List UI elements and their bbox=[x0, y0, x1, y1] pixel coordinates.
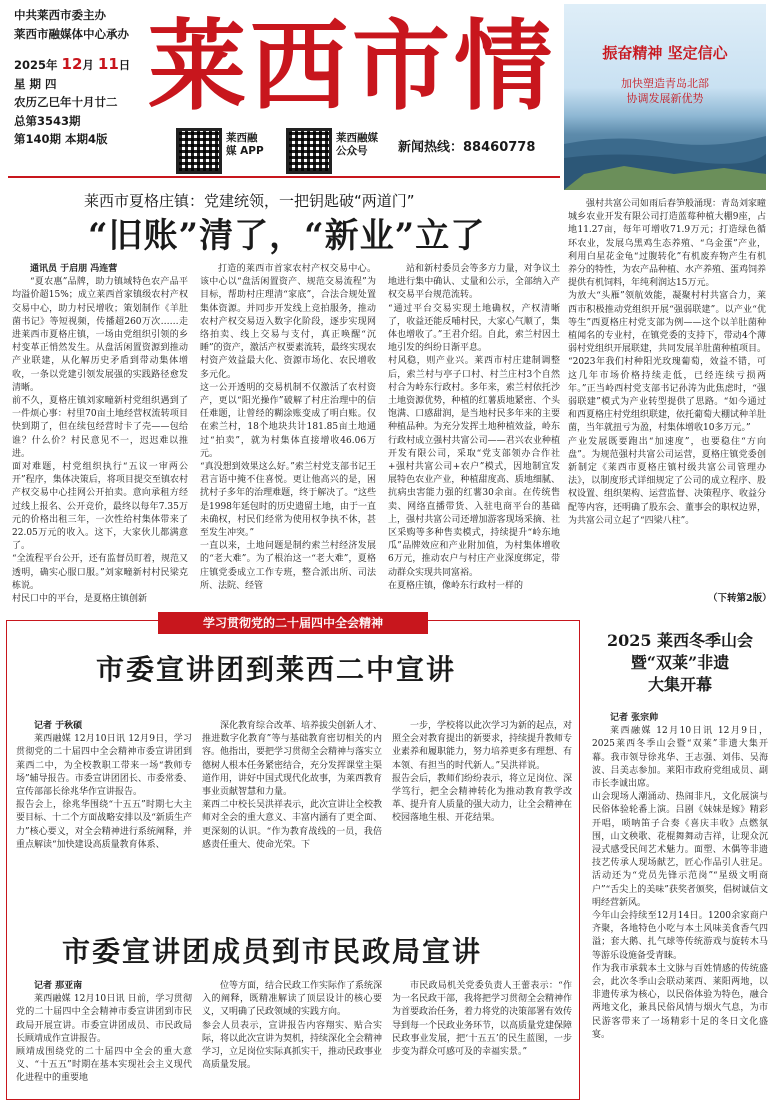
section-tag: 学习贯彻党的二十届四中全会精神 bbox=[158, 612, 428, 634]
lead-column-4: 强村共富公司如雨后春笋般涌现：青岛刘家曈城乡农业开发有限公司打造蓝莓种植大棚9座，占地11.27亩，每年可增收71.9万元；打造绿色循环农业，发展乌黑鸡生态养殖、“乌金蛋”产业，利用白星花金龟“过腹转化”有机废弃物产生有机养分的特性，为农产品种植、水产养殖、蛋鸡饲养提供有机饲料，年纯利润达15万元。 为放大“头雁”领航效能，凝聚村村共富合力，莱西市积极推动党组织开展“强弱联建”。以产业“优等生”西夏格庄村党支部为例——这个以羊肚菌种植闻名的专业村，在镇党委的支持下，带动4个薄弱村党组织开展联建，共同发展羊肚菌种植项目。 “2023年我们村种阳光玫瑰葡萄，效益不错，可这几年市场价格持续走低，已经连续亏损两年。”正当岭西村党支部书记孙涛为此焦虑时，“强弱联建”模式为产业转型提供了思路。“如今通过和西夏格庄村党组织联建，依托葡萄大棚试种羊肚菌，当年就扭亏为盈，村集体增收10多万元。” 产业发展既要跑出“加速度”，也要稳住“方向盘”。为规范强村共富公司运营，夏格庄镇党委创新制定《莱西市夏格庄镇村级共富公司管理办法》，以制度形式详细规定了公司的成立程序、股权设置、组织架构、运营监督、决策程序、收益分配等内容，还明确了股东会、董事会的职权边界，为共富公司立起了“四梁八柱”。 bbox=[568, 199, 766, 526]
lead-col1-text: “夏农惠”品牌，助力镇域特色农产品平均溢价超15%；成立莱西首家镇级农村产权交易中心，助力村民增收；策划制作《羊肚菌书记》等短视频，传播超260万次……走进莱西市夏格庄镇，一场由党组织引领的乡村变革正悄然发生。从盘活闲置资源到推动产业联建，从化解历史矛盾到带动集体增收，一条以党建引领发展强的实践路径愈发清晰。 前不久，夏格庄镇刘家疃新村党组织遇到了一件烦心事：村里70亩土地经营权流转项目快到期了，但在续包经营时卡了壳——包给谁？什么价？村民意见不一，迟迟难以推进。 面对难题，村党组织执行“五议一审两公开”程序，集体决策后，将项目提交至镇农村产权交易中心挂网公开拍卖。意向承租方经过线上报名、公开竞价，最终以每年7.35万元的价格出租三年，一次性给村集体带来了22.05万元的收入。这下，大家伙儿都满意了。 “全流程平台公开，还有监督员盯着，规范又透明，确实心服口服。”刘家疃新村村民梁克栋说。 村民口中的平台，是夏格庄镇创新 bbox=[12, 277, 188, 605]
weekday: 星 期 四 bbox=[14, 76, 57, 91]
lead-column-1 bbox=[12, 263, 188, 605]
slogan-banner bbox=[564, 4, 766, 190]
wechat-qr-label: 莱西融媒 公众号 bbox=[336, 132, 378, 157]
issue-date: 2025年 12月 11日 bbox=[14, 55, 131, 73]
side-story-headline: 2025 莱西冬季山会 暨“双莱”非遗 大集开幕 bbox=[606, 631, 754, 694]
story3-byline: 记者 那亚南 bbox=[34, 981, 83, 991]
wechat-qr-code[interactable] bbox=[286, 128, 332, 174]
story2-byline: 记者 于秋硕 bbox=[34, 721, 83, 731]
story2-column-1: 记者 于秋硕 莱西融媒 12月10日讯 12月9日，学习贯彻党的二十届四中全会精神市委宣讲团到莱西二中，为全校教职工带来一场“教师专场”辅导报告。市委宣讲团团长、市委常委、宣传部部长徐兆华作宣讲报告。 报告会上，徐兆华围绕“十五五”时期七大主要目标、十二个方面战略安排以及“新质生产力”核心要义，对全会精神进行系统阐释，并重点解读“加快建设高质量教育体系、 bbox=[16, 721, 192, 850]
total-issue: 总第3543期 bbox=[14, 113, 81, 128]
coastline-illustration bbox=[564, 114, 766, 190]
lead-byline: 通讯员 于启朋 冯连营 bbox=[30, 264, 118, 274]
story2-headline: 市委宣讲团到莱西二中宣讲 bbox=[96, 653, 457, 686]
banner-subtext: 加快塑造青岛北部 协调发展新优势 bbox=[621, 77, 709, 105]
news-hotline: 新闻热线：88460778 bbox=[398, 140, 536, 155]
sponsor-line-2: 莱西市融媒体中心承办 bbox=[14, 26, 129, 41]
lead-column-3: 站和新村委员会等多方力量，对争议土地进行集中确认、丈量和公示，全部纳入产权交易平台规范流转。 “通过平台交易实现土地确权，产权清晰了，收益还能反哺村民，大家心气顺了，集体也增收了。”王君介绍。自此，索兰村因土地引发的纠纷日渐平息。 村风稳，则产业兴。莱西市村庄建制调整后，索兰村与亭子口村、村兰庄村3个自然村合为岭东行政村。多年来，索兰村依托沙土地资源优势，种植的红薯质地紧密、个头饱满、口感甜润，是当地村民多年来的主要种植品种。为充分发挥土地种植效益，岭东行政村成立强村共富公司——君兴农业种植开发有限公司，采取“党支部领办合作社+强村共富公司+农户”模式，因地制宜发展特色农业产业，种植甜度高、质地细腻、抗病虫害能力强的红薯30余亩。在传统售卖、网络直播带货、入驻电商平台的基础上，强村共富公司还增加游客现场采摘、社区采购等多种售卖模式，持续提升“岭东地瓜”品牌效应和产业附加值，为村集体增收6万元，推动农户与村庄产业深度绑定，带动群众实现共同富裕。 在夏格庄镇，像岭东行政村一样的 bbox=[388, 264, 560, 591]
story3-headline: 市委宣讲团成员到市民政局宣讲 bbox=[62, 935, 483, 968]
continued-note: （下转第2版） bbox=[708, 593, 772, 604]
lunar-date: 农历乙巳年十月廿二 bbox=[14, 95, 118, 109]
lead-kicker: 莱西市夏格庄镇：党建统领，一把钥匙破“两道门” bbox=[84, 192, 415, 210]
side-story-byline: 记者 张宗帅 bbox=[610, 713, 659, 723]
app-qr-code[interactable] bbox=[176, 128, 222, 174]
header-divider bbox=[8, 176, 560, 178]
masthead-logo bbox=[142, 2, 562, 127]
story3-column-3: 市民政局机关党委负责人王蕾表示：“作为一名民政干部，我将把学习贯彻全会精神作为首要政治任务，着力将党的决策部署有效传导到每一个民政业务环节，以高质量党建保障民政事业发展，把‘十五五’的民生蓝图，一步步变为群众可感可及的幸福实景。” bbox=[392, 981, 572, 1058]
masthead-info bbox=[14, 6, 144, 149]
issue-info: 第140期 本期4版 bbox=[14, 132, 108, 146]
story2-column-2: 深化教育综合改革、培养拔尖创新人才、推进数字化教育”等与基础教育密切相关的内容。他指出，要把学习贯彻全会精神与落实立德树人根本任务紧密结合，充分发挥课堂主渠道作用，讲好中国式现代化故事，为莱西教育事业贡献智慧和力量。 莱西二中校长吴洪祥表示，此次宣讲让全校教师对全会的重大意义、丰富内涵有了更全面、更深刻的认识。“作为教育战线的一员，我倍感责任重大、使命光荣。下 bbox=[202, 721, 382, 850]
lead-column-2: 打造的莱西市首家农村产权交易中心。该中心以“盘活闲置资产、规范交易流程”为目标，帮助村庄理清“家底”，合法合规处置集体资源。并同步开发线上竞拍服务，推动农村产权交易迈入数字化阶段，逐步实现网络拍卖、线上交易与支付，真正唤醒“沉睡”的资产，激活产权要素流转，最终实现农村资产效益最大化、资源市场化、农民增收多元化。 这一公开透明的交易机制不仅激活了农村资产，更以“阳光操作”破解了村庄治理中的信任难题，让曾经的糊涂账变成了明白账。仅在索兰村，18个地块共计181.85亩土地通过“拍卖”，就为村集体直接增收46.06万元。 “真没想到效果这么好。”索兰村党支部书记王君言语中掩不住喜悦。更让他高兴的是，困扰村子多年的治理难题，终于解决了。“这些是1998年延包时的历史遗留土地，由于一直未确权，村民们经常为使用权争执不休，甚至发生冲突。” 一直以来，土地问题是制约索兰村经济发展的“老大难”。为了根治这一“老大难”，夏格庄镇党委成立工作专班，整合派出所、司法所、法院、经管 bbox=[200, 264, 376, 591]
masthead-title: 莱西市情 bbox=[147, 9, 557, 124]
story2-column-3: 一步，学校将以此次学习为新的起点，对照全会对教育提出的新要求，持续提升教师专业素养和履职能力，努力培养更多有理想、有本领、有担当的时代新人。”吴洪祥说。 报告会后，教师们纷纷表示，将立足岗位、深学笃行，把全会精神转化为推动教育教学改革、提升育人质量的强大动力，让全会精神在校园落地生根、开花结果。 bbox=[392, 721, 572, 824]
story3-column-1: 记者 那亚南 莱西融媒 12月10日讯 日前，学习贯彻党的二十届四中全会精神市委宣讲团到市民政局开展宣讲。市委宣讲团成员、市民政局长顾靖成作宣讲报告。 顾靖成围绕党的二十届四中全会的重大意义、“十五五”时期在基本实现社会主义现代化进程中的重要地 bbox=[16, 981, 192, 1084]
app-qr-label: 莱西融媒 APP bbox=[226, 132, 264, 157]
side-story-column: 记者 张宗帅 莱西融媒 12月10日讯 12月9日，2025莱西冬季山会暨“双莱”非遗大集开幕。我市领导徐兆华、王志强、刘伟、吴海波、吕美志参加。莱阳市政府党组成员、副市长李诚出席。 山会现场人潮涌动、热闹非凡，文化展演与民俗体验轮番上演。吕剧《妹妹是嫁》精彩开唱，唢呐笛子合奏《喜庆丰收》点燃氛围，山文秧歌、花棍舞舞动吉祥，让现众沉浸式感受民间艺术魅力。面塑、木偶等非遗技艺传承人现场献艺，匠心作品引人驻足。活动还为“党员先锋示范岗”“星级文明商户”“舌尖上的美味”获奖者颁奖，倡树诚信文明经营新风。 今年山会持续至12月14日。1200余家商户齐聚，各地特色小吃与本土风味美食香气四溢；套大鹅、扎气球等传统游戏与旋转木马等游乐设施备受青睐。 作为我市承载本土文脉与百姓情感的传统盛会，此次冬季山会联动莱西、莱阳两地，以非遗传承为核心，以民俗体验为特色，融合两地文化，兼具民俗风情与烟火气息，为市民游客带来了一场精彩十足的冬日文化盛宴。 bbox=[592, 713, 768, 1040]
banner-slogan: 振奋精神 坚定信心 bbox=[602, 44, 728, 62]
sponsor-line-1: 中共莱西市委主办 bbox=[14, 8, 106, 22]
story3-column-2: 位等方面，结合民政工作实际作了系统深入的阐释，既精准解读了顶层设计的核心要义，又明确了民政领域的实践方向。 参会人员表示，宣讲报告内容翔实、贴合实际，将以此次宣讲为契机，持续深化全会精神学习，立足岗位实际真抓实干，推动民政事业高质量发展。 bbox=[202, 981, 382, 1071]
lead-headline: “旧账”清了，“新业”立了 bbox=[88, 216, 486, 256]
